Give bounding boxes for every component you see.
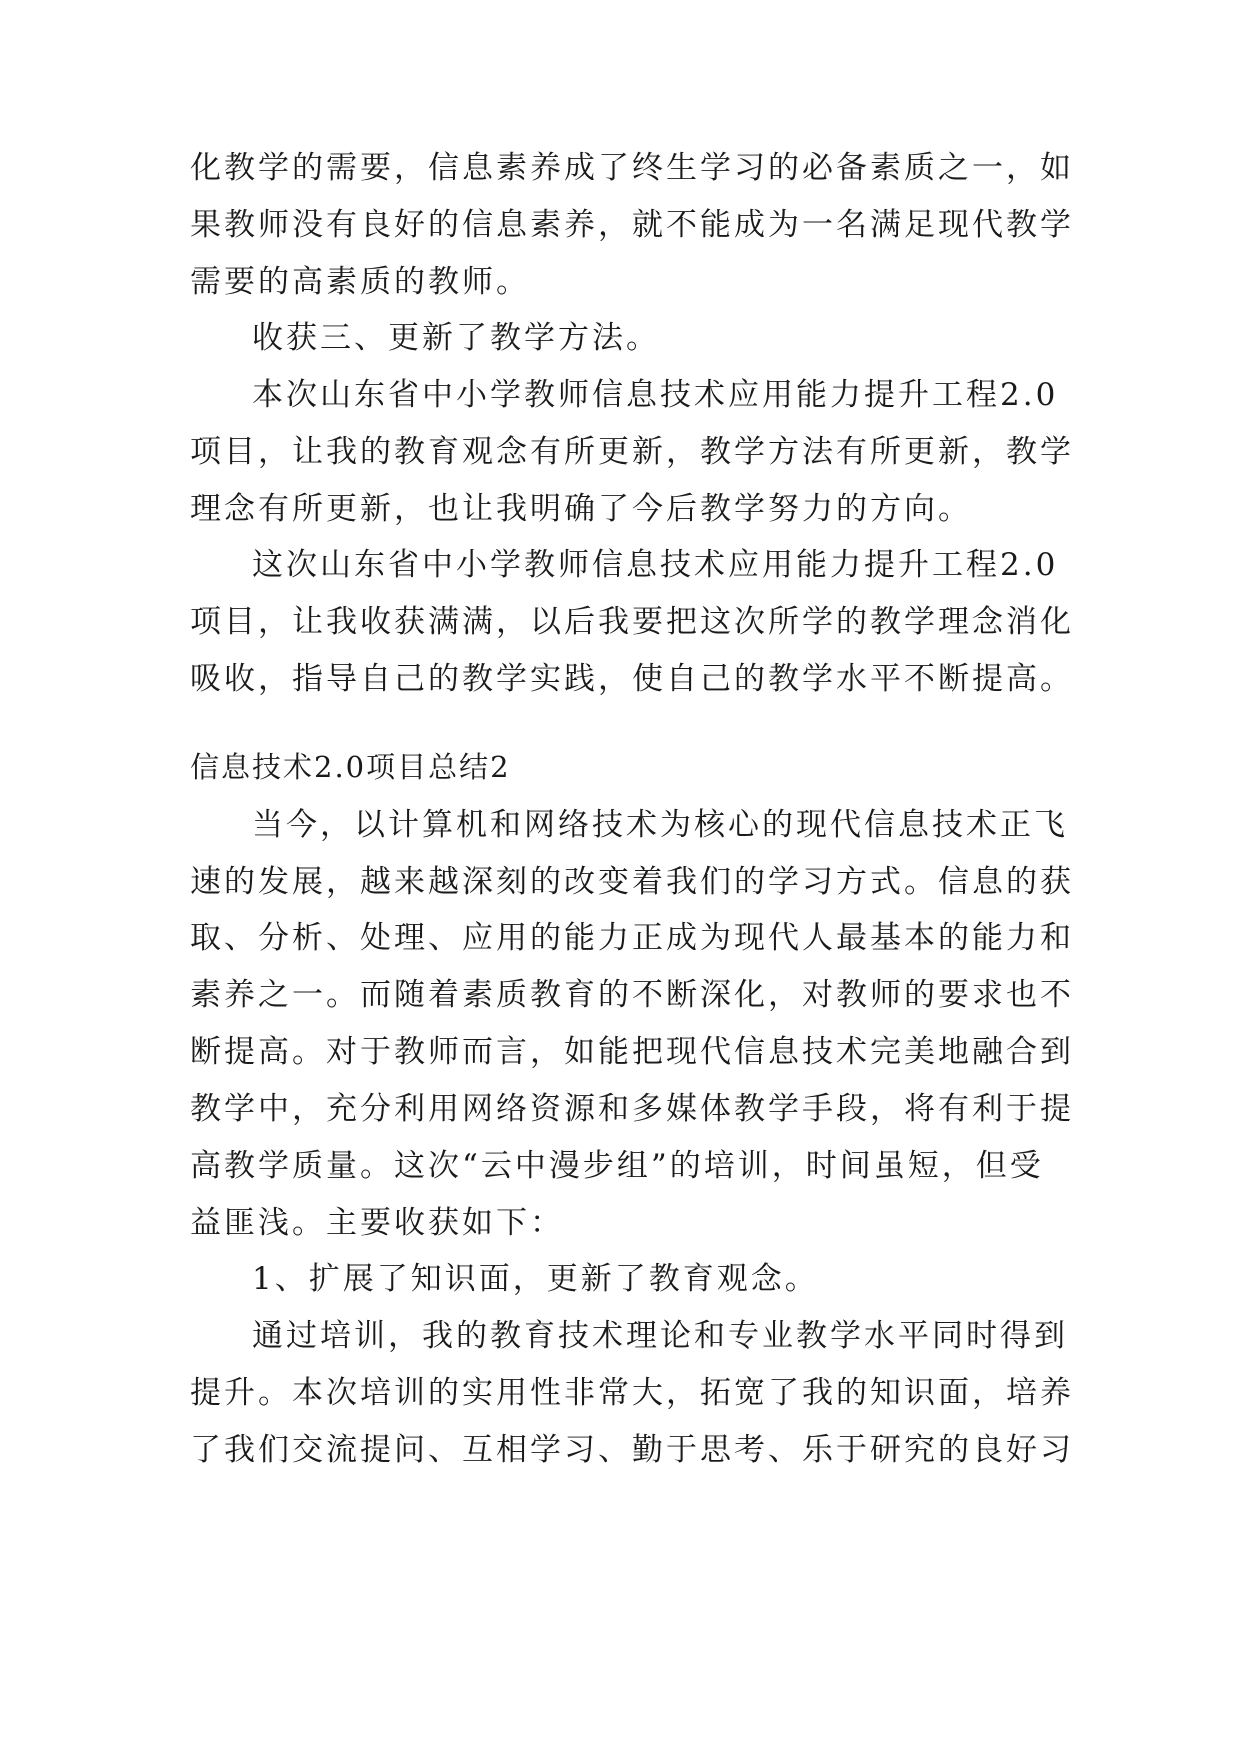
paragraph-line: 教学中，充分利用网络资源和多媒体教学手段，将有利于提	[190, 1091, 1074, 1127]
paragraph-line: 当今，以计算机和网络技术为核心的现代信息技术正飞	[252, 807, 1068, 843]
paragraph-line: 果教师没有良好的信息素养，就不能成为一名满足现代教学	[190, 207, 1074, 243]
paragraph-line: 了我们交流提问、互相学习、勤于思考、乐于研究的良好习	[190, 1432, 1074, 1468]
paragraph-line: 素养之一。而随着素质教育的不断深化，对教师的要求也不	[190, 977, 1074, 1013]
paragraph-line: 取、分析、处理、应用的能力正成为现代人最基本的能力和	[190, 920, 1074, 956]
paragraph-line: 理念有所更新，也让我明确了今后教学努力的方向。	[190, 491, 972, 527]
paragraph-line: 提升。本次培训的实用性非常大，拓宽了我的知识面，培养	[190, 1375, 1074, 1411]
paragraph-line: 断提高。对于教师而言，如能把现代信息技术完美地融合到	[190, 1034, 1074, 1070]
paragraph-line: 这次山东省中小学教师信息技术应用能力提升工程2.0	[252, 547, 1059, 583]
paragraph-line: 吸收，指导自己的教学实践，使自己的教学水平不断提高。	[190, 661, 1074, 697]
document-title: 信息技术2.0项目总结2	[190, 750, 511, 784]
paragraph-line: 速的发展，越来越深刻的改变着我们的学习方式。信息的获	[190, 864, 1074, 900]
paragraph-line: 本次山东省中小学教师信息技术应用能力提升工程2.0	[252, 377, 1059, 413]
paragraph-line: 化教学的需要，信息素养成了终生学习的必备素质之一，如	[190, 150, 1074, 186]
paragraph-line: 通过培训，我的教育技术理论和专业教学水平同时得到	[252, 1318, 1068, 1354]
section-heading: 收获三、更新了教学方法。	[252, 320, 660, 356]
paragraph-line: 益匪浅。主要收获如下：	[190, 1205, 564, 1241]
paragraph-line: 项目，让我的教育观念有所更新，教学方法有所更新，教学	[190, 434, 1074, 470]
paragraph-line: 高教学质量。这次“云中漫步组”的培训，时间虽短，但受	[190, 1148, 1044, 1184]
paragraph-line: 需要的高素质的教师。	[190, 264, 530, 300]
section-heading: 1、扩展了知识面，更新了教育观念。	[252, 1261, 819, 1297]
paragraph-line: 项目，让我收获满满，以后我要把这次所学的教学理念消化	[190, 604, 1074, 640]
